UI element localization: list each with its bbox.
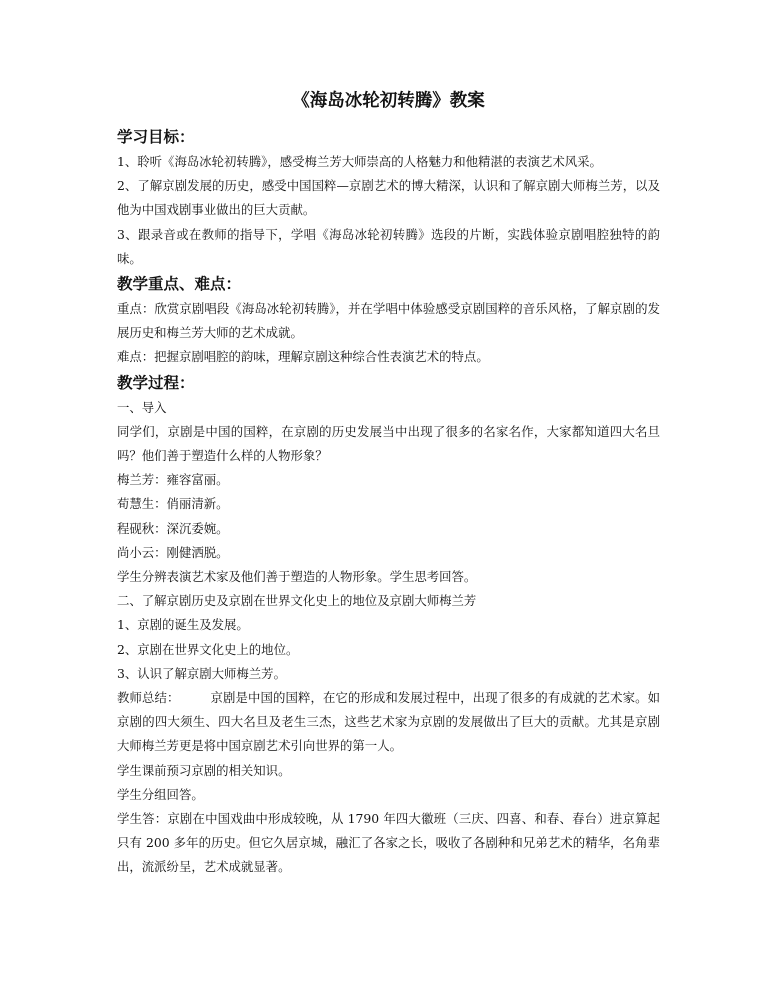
paragraph: 一、导入 (117, 399, 167, 415)
teacher-summary-text: 京剧是中国的国粹，在它的形成和发展过程中，出现了很多的有成就的艺术家。如京剧的四大须生、四大名旦及老生三杰，这些艺术家为京剧的发展做出了巨大的贡献。尤其是京剧大师梅兰芳更是将中国京剧艺术引向世界的第一人。 (117, 690, 661, 754)
paragraph: 梅兰芳：雍容富丽。 (117, 472, 229, 488)
paragraph: 荀慧生：俏丽清新。 (117, 496, 229, 512)
paragraph: 1、聆听《海岛冰轮初转腾》，感受梅兰芳大师崇高的人格魅力和他精湛的表演艺术风采。 (117, 154, 602, 169)
paragraph: 学生分组回答。 (117, 786, 204, 802)
section-heading: 学习目标： (117, 128, 195, 146)
paragraph: 学生课前预习京剧的相关知识。 (117, 762, 291, 778)
paragraph: 2、了解京剧发展的历史，感受中国国粹—京剧艺术的博大精深，认识和了解京剧大师梅兰芳，以及他为中国戏剧事业做出的巨大贡献。 (117, 178, 660, 218)
paragraph: 同学们，京剧是中国的国粹，在京剧的历史发展当中出现了很多的名家名作，大家都知道四大名旦吗？他们善于塑造什么样的人物形象？ (117, 423, 660, 464)
section-learning-goals (117, 126, 660, 271)
section-heading: 教学重点、难点： (117, 275, 242, 294)
paragraph: 难点：把握京剧唱腔的韵味，理解京剧这种综合性表演艺术的特点。 (117, 349, 489, 365)
paragraph: 尚小云：刚健洒脱。 (117, 544, 229, 560)
section-key-points (117, 273, 660, 370)
paragraph: 3、认识了解京剧大师梅兰芳。 (117, 665, 286, 681)
teacher-summary (117, 686, 660, 759)
document-title: 《海岛冰轮初转腾》教案 (292, 91, 485, 111)
paragraph: 二、了解京剧历史及京剧在世界文化史上的地位及京剧大师梅兰芳 (117, 593, 477, 609)
paragraph: 学生答：京剧在中国戏曲中形成较晚，从 1790 年四大徽班（三庆、四喜、和春、春台）进京算起只有 200 多年的历史。但它久居京城，融汇了各家之长，吸收了各剧种和兄弟艺术的精华，名角辈出，流派纷呈，艺术成就显著。 (117, 811, 660, 875)
section-heading: 教学过程： (117, 373, 195, 392)
paragraph: 程砚秋：深沉委婉。 (117, 520, 229, 536)
paragraph: 3、跟录音或在教师的指导下，学唱《海岛冰轮初转腾》选段的片断，实践体验京剧唱腔独特的韵味。 (117, 226, 660, 266)
paragraph: 重点：欣赏京剧唱段《海岛冰轮初转腾》，并在学唱中体验感受京剧国粹的音乐风格，了解京剧的发展历史和梅兰芳大师的艺术成就。 (117, 301, 660, 341)
paragraph: 2、京剧在世界文化史上的地位。 (117, 641, 299, 657)
paragraph: 学生分辨表演艺术家及他们善于塑造的人物形象。学生思考回答。 (117, 569, 477, 585)
paragraph: 1、京剧的诞生及发展。 (117, 617, 249, 633)
section-teaching-process (117, 372, 660, 880)
teacher-summary-label: 教师总结： (117, 690, 180, 706)
